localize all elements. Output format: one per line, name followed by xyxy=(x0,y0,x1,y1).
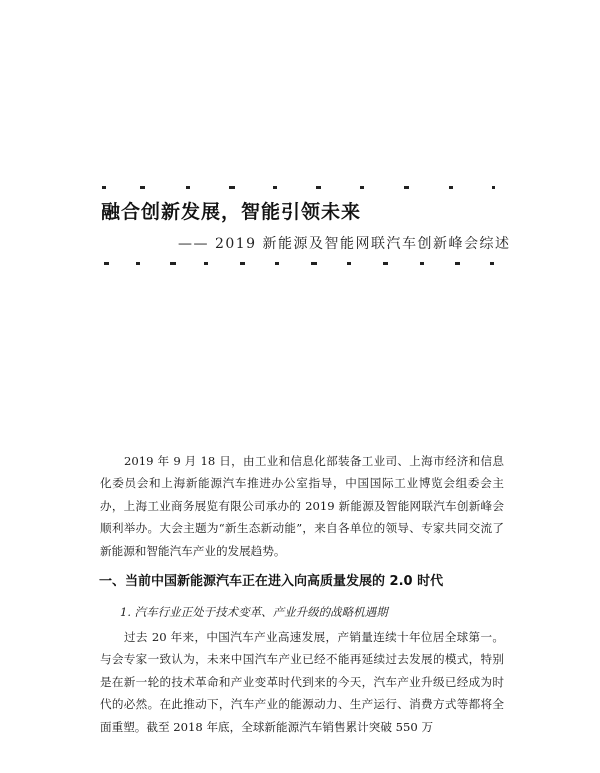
decorative-dot-row-top xyxy=(100,186,500,190)
article-subtitle: —— 2019 新能源及智能网联汽车创新峰会综述 xyxy=(178,236,511,252)
subsection-heading: 1. 汽车行业正处于技术变革、产业升级的战略机遇期 xyxy=(120,605,388,619)
decorative-dot-row-bottom xyxy=(100,262,500,266)
intro-paragraph: 2019 年 9 月 18 日，由工业和信息化部装备工业司、上海市经济和信息化委员会和上海新能源汽车推进办公室指导，中国国际工业博览会组委会主办，上海工业商务展览有限公司承办的 2019 新能源及智能网联汽车创新峰会顺利举办。大会主题为“新生态新动能”，来自各单位的领导、专家共同交流了新能源和智能汽车产业的发展趋势。 xyxy=(100,454,504,558)
section-paragraph: 过去 20 年来，中国汽车产业高速发展，产销量连续十年位居全球第一。与会专家一致认为，未来中国汽车产业已经不能再延续过去发展的模式，特别是在新一轮的技术革命和产业变革时代到来的今天，汽车产业升级已经成为时代的必然。在此推动下，汽车产业的能源动力、生产运行、消费方式等都将全面重塑。截至 2018 年底，全球新能源汽车销售累计突破 550 万 xyxy=(100,630,504,734)
section-heading: 一、当前中国新能源汽车正在进入向高质量发展的 2.0 时代 xyxy=(99,574,444,589)
article-title: 融合创新发展，智能引领未来 xyxy=(101,201,362,223)
